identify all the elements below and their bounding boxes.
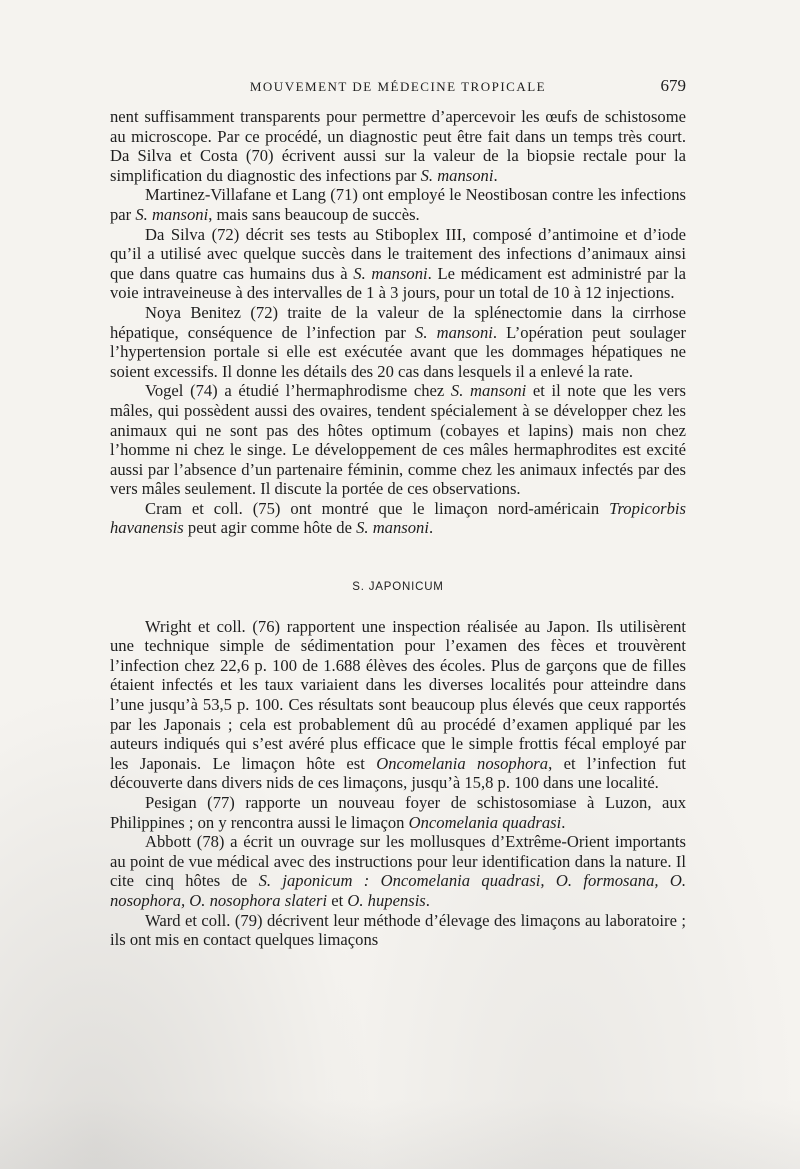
paragraph-abbott: Abbott (78) a écrit un ouvrage sur les mollusques d’Extrême-Orient importants au point de vue médical avec des instructions pour leur identification dans la nature. Il cite cinq hôtes de S. japonicum : Oncomelania quadrasi, O. formosana, O. nosophora, O. nosophora slateri et O. hupensis. xyxy=(110,832,686,910)
paragraph-noya-benitez: Noya Benitez (72) traite de la valeur de la splénectomie dans la cirrhose hépatique, conséquence de l’infection par S. mansoni. L’opération peut soulager l’hypertension portale si elle est exécutée avant que les dommages hépatiques ne soient excessifs. Il donne les détails des 20 cas dans lesquels il a enlevé la rate. xyxy=(110,302,687,381)
paragraph-ward: Ward et coll. (79) décrivent leur méthode d’élevage des limaçons au laboratoire ; ils ont mis en contact quelques limaçons xyxy=(110,910,686,950)
section-heading: S. JAPONICUM xyxy=(352,581,444,594)
paragraph-vogel: Vogel (74) a étudié l’hermaphrodisme chez S. mansoni et il note que les vers mâles, qui possèdent aussi des ovaires, tendent spécialement à se développer chez les animaux qui ne sont pas des hôtes optimum (cobayes et lapins) mais non chez l’homme ni chez le singe. Le développement de ces mâles hermaphrodites est excité aussi par l’absence d’un partenaire féminin, comme chez les animaux infectés par des vers mâles seulement. Il discute la portée de ces observations. xyxy=(110,381,686,499)
page-number: 679 xyxy=(660,76,686,95)
paragraph-wright: Wright et coll. (76) rapportent une inspection réalisée au Japon. Ils utilisèrent une technique simple de sédimentation pour l’examen des fèces et trouvèrent l’infection chez 22,6 p. 100 de 1.688 élèves des écoles. Plus de garçons que de filles étaient infectés et les taux variaient dans les diverses localités pour atteindre dans l’une jusqu’à 53,5 p. 100. Ces résultats sont beaucoup plus élevés que ceux rapportés par les Japonais ; cela est probablement dû au procédé d’examen appliqué par les auteurs indiqués qui s’est avéré plus efficace que le simple frottis fécal employé par les Japonais. Le limaçon hôte est Oncomelania nosophora, et l’infection fut découverte dans divers nids de ces limaçons, jusqu’à 15,8 p. 100 dans une localité. xyxy=(110,616,687,793)
page-bottom-shading xyxy=(0,1099,800,1169)
paragraph-pesigan: Pesigan (77) rapporte un nouveau foyer de schistosomiase à Luzon, aux Philippines ; on y rencontra aussi le limaçon Oncomelania quadrasi. xyxy=(110,793,686,832)
paragraph-da-silva: Da Silva (72) décrit ses tests au Stiboplex III, composé d’antimoine et d’iode qu’il a utilisé avec quelque succès dans le traitement des infections d’animaux ainsi que dans quatre cas humains dus à S. mansoni. Le médicament est administré par la voie intraveineuse à des intervalles de 1 à 3 jours, pour un total de 10 à 12 injections. xyxy=(110,224,686,303)
paragraph-cram: Cram et coll. (75) ont montré que le limaçon nord-américain Tropicorbis havanensis peut agir comme hôte de S. mansoni. xyxy=(110,498,686,538)
paragraph-continuation: nent suffisamment transparents pour permettre d’apercevoir les œufs de schistosome au microscope. Par ce procédé, un diagnostic peut être fait dans un temps très court. Da Silva et Costa (70) écrivent aussi sur la valeur de la biopsie rectale pour la simplification du diagnostic des infections par S. mansoni. xyxy=(110,107,686,185)
page-header xyxy=(110,76,686,98)
paragraph-martinez: Martinez-Villafane et Lang (71) ont employé le Neostibosan contre les infections par S. mansoni, mais sans beaucoup de succès. xyxy=(110,185,686,224)
running-title: MOUVEMENT DE MÉDECINE TROPICALE xyxy=(249,79,547,94)
article-body xyxy=(110,107,686,950)
